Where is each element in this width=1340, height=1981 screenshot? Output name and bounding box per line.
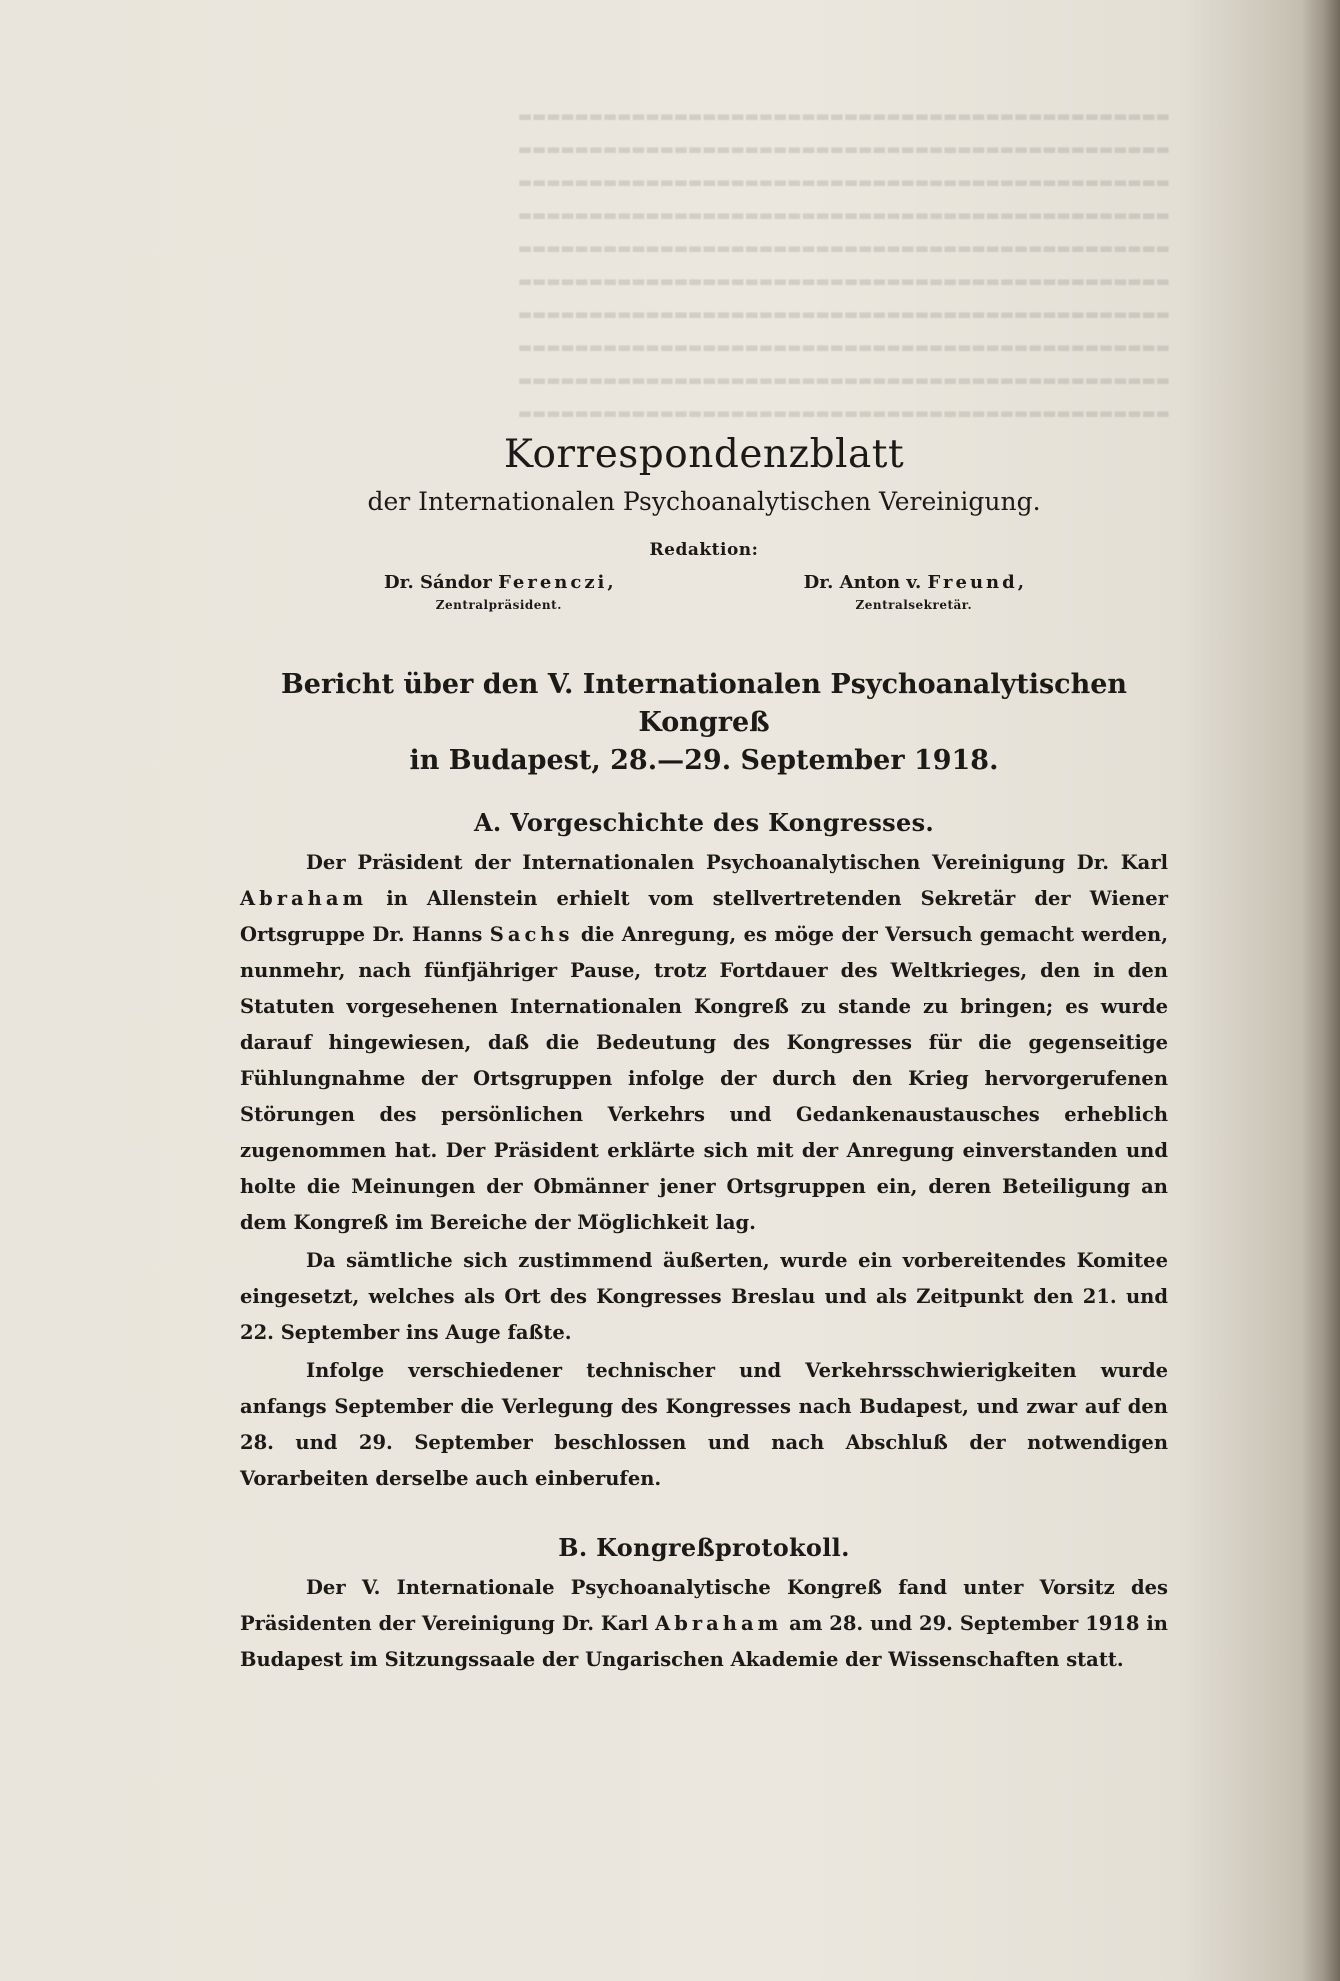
editor-role: Zentralpräsident.	[435, 598, 562, 612]
masthead-subtitle: der Internationalen Psychoanalytischen Vereinigung.	[367, 487, 1041, 516]
section-a-heading: A. Vorgeschichte des Kongresses.	[473, 808, 935, 837]
report-title-line1: Bericht über den V. Internationalen Psychoanalytischen Kongreß	[280, 669, 1128, 738]
person-name: Abraham	[240, 887, 368, 910]
section-b-paragraph-1: Der V. Internationale Psychoanalytische Kongreß fand unter Vorsitz des Präsidenten der Vereinigung Dr. Karl Abraham am 28. und 29. September 1918 in Budapest im Sitzungssaale der Ungarischen Akademie der Wissenschaften statt.	[240, 1576, 1168, 1671]
redaktion-label: Redaktion:	[649, 540, 759, 560]
editor-surname: Ferenczi	[498, 572, 608, 593]
person-name: Abraham	[655, 1612, 783, 1635]
section-b-heading: B. Kongreßprotokoll.	[558, 1533, 850, 1562]
bleed-through-texture: ▬▬▬▬▬▬▬▬▬▬▬▬▬▬▬▬▬▬▬▬▬▬▬▬▬▬▬▬▬▬▬▬▬▬▬▬▬▬▬▬▬▬▬▬▬▬ ▬▬▬▬▬▬▬▬▬▬▬▬▬▬▬▬▬▬▬▬▬▬▬▬▬▬▬▬▬▬▬▬▬▬▬▬▬▬▬▬▬▬▬▬▬▬ ▬▬▬▬▬▬▬▬▬▬▬▬▬▬▬▬▬▬▬▬▬▬▬▬▬▬▬▬▬▬▬▬▬▬▬▬▬▬▬▬▬▬▬▬▬▬ ▬▬▬▬▬▬▬▬▬▬▬▬▬▬▬▬▬▬▬▬▬▬▬▬▬▬▬▬▬▬▬▬▬▬▬▬▬▬▬▬▬▬▬▬▬▬ ▬▬▬▬▬▬▬▬▬▬▬▬▬▬▬▬▬▬▬▬▬▬▬▬▬▬▬▬▬▬▬▬▬▬▬▬▬▬▬▬▬▬▬▬▬▬ ▬▬▬▬▬▬▬▬▬▬▬▬▬▬▬▬▬▬▬▬▬▬▬▬▬▬▬▬▬▬▬▬▬▬▬▬▬▬▬▬▬▬▬▬▬▬ ▬▬▬▬▬▬▬▬▬▬▬▬▬▬▬▬▬▬▬▬▬▬▬▬▬▬▬▬▬▬▬▬▬▬▬▬▬▬▬▬▬▬▬▬▬▬ ▬▬▬▬▬▬▬▬▬▬▬▬▬▬▬▬▬▬▬▬▬▬▬▬▬▬▬▬▬▬▬▬▬▬▬▬▬▬▬▬▬▬▬▬▬▬ ▬▬▬▬▬▬▬▬▬▬▬▬▬▬▬▬▬▬▬▬▬▬▬▬▬▬▬▬▬▬▬▬▬▬▬▬▬▬▬▬▬▬▬▬▬▬ ▬▬▬▬▬▬▬▬▬▬▬▬▬▬▬▬▬▬▬▬▬▬▬▬▬▬▬▬▬▬▬▬▬▬▬▬▬▬▬▬▬▬▬▬▬▬	[518, 107, 1170, 422]
section-a-paragraph-1: Der Präsident der Internationalen Psychoanalytischen Vereinigung Dr. Karl Abraham in Allenstein erhielt vom stellvertretenden Sekretär der Wiener Ortsgruppe Dr. Hanns Sachs die Anregung, es möge der Versuch gemacht werden, nunmehr, nach fünfjähriger Pause, trotz Fortdauer des Weltkrieges, den in den Statuten vorgesehenen Internationalen Kongreß zu stande zu bringen; es wurde darauf hingewiesen, daß die Bedeutung des Kongresses für die gegenseitige Fühlungnahme der Ortsgruppen infolge der durch den Krieg hervorgerufenen Störungen des persönlichen Verkehrs und Gedankenaustausches erheblich zugenommen hat. Der Präsident erklärte sich mit der Anregung einverstanden und holte die Meinungen der Obmänner jener Ortsgruppen ein, deren Beteiligung an dem Kongreß im Bereiche der Möglichkeit lag.	[240, 851, 1169, 1234]
editor-name: Dr. Sándor Ferenczi,	[384, 572, 614, 593]
person-name: Sachs	[489, 923, 574, 946]
section-a-paragraph-3: Infolge verschiedener technischer und Verkehrsschwierigkeiten wurde anfangs September die Verlegung des Kongresses nach Budapest, und zwar auf den 28. und 29. September beschlossen und nach Abschluß der notwendigen Vorarbeiten derselbe auch einberufen.	[240, 1359, 1168, 1490]
editor-role: Zentralsekretär.	[855, 598, 973, 612]
editor-name: Dr. Anton v. Freund,	[803, 572, 1024, 593]
editor-freund	[804, 570, 1024, 614]
section-a-paragraph-2: Da sämtliche sich zustimmend äußerten, wurde ein vorbereitendes Komitee eingesetzt, welches als Ort des Kongresses Breslau und als Zeitpunkt den 21. und 22. September ins Auge faßte.	[240, 1249, 1168, 1344]
editors-block	[384, 570, 1024, 614]
editor-surname: Freund	[927, 572, 1018, 593]
report-title	[240, 666, 1168, 780]
page-content	[240, 430, 1168, 1678]
report-title-line2: in Budapest, 28.—29. September 1918.	[409, 745, 999, 776]
masthead-title: Korrespondenzblatt	[503, 432, 905, 477]
book-spine-shadow	[1302, 0, 1340, 1981]
editor-ferenczi	[384, 570, 614, 614]
